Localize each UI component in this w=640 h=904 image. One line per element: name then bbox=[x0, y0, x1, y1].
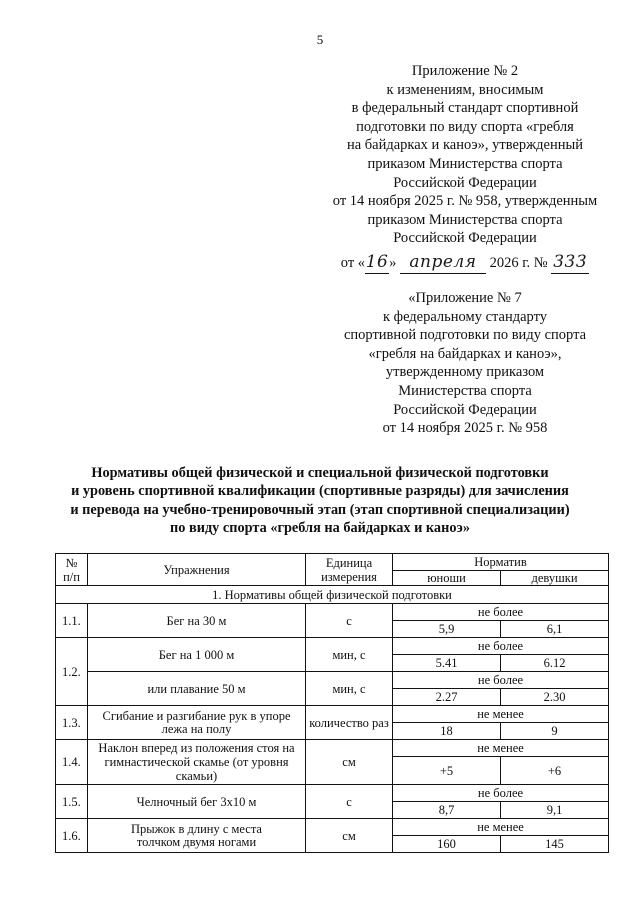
row-boys: 2.27 bbox=[393, 689, 501, 706]
header-unit: Единица измерения bbox=[306, 554, 393, 586]
row-exercise: Челночный бег 3х10 м bbox=[88, 785, 306, 819]
row-condition: не более bbox=[393, 638, 609, 655]
handwritten-day: 16 bbox=[365, 251, 389, 272]
section-row bbox=[56, 586, 609, 604]
header-line: утвержденному приказом bbox=[385, 364, 545, 381]
header-line: от 14 ноября 2025 г. № 958, утвержденным bbox=[332, 193, 598, 210]
title-line: и перевода на учебно-тренировочный этап (этап спортивной специализации) bbox=[70, 501, 570, 518]
title-line: по виду спорта «гребля на байдарках и каноэ» bbox=[170, 520, 470, 537]
row-unit: см bbox=[306, 740, 393, 785]
header-line: «Приложение № 7 bbox=[408, 290, 522, 306]
header-line: от 14 ноября 2025 г. № 958 bbox=[382, 420, 548, 437]
header-boys: юноши bbox=[393, 571, 501, 586]
row-exercise: Наклон вперед из положения стоя на гимнастической скамье (от уровня скамьи) bbox=[88, 740, 306, 785]
row-boys: 18 bbox=[393, 723, 501, 740]
header-line: приказом Министерства спорта bbox=[367, 155, 563, 172]
table-row bbox=[56, 785, 609, 802]
row-unit: мин, с bbox=[306, 672, 393, 706]
title-line: и уровень спортивной квалификации (спортивные разряды) для зачисления bbox=[71, 483, 569, 500]
order-date-line bbox=[300, 251, 630, 274]
row-unit: с bbox=[306, 785, 393, 819]
row-girls: 6.12 bbox=[501, 655, 609, 672]
appendix-2-header bbox=[300, 62, 630, 274]
row-num: 1.2. bbox=[56, 638, 88, 706]
table-row bbox=[56, 706, 609, 723]
row-num: 1.5. bbox=[56, 785, 88, 819]
row-girls: 6,1 bbox=[501, 621, 609, 638]
row-girls: 9,1 bbox=[501, 802, 609, 819]
row-condition: не более bbox=[393, 604, 609, 621]
row-exercise: Сгибание и разгибание рук в упоре лежа на полу bbox=[88, 706, 306, 740]
row-num: 1.1. bbox=[56, 604, 88, 638]
handwritten-order-number: 333 bbox=[553, 251, 588, 272]
row-unit: см bbox=[306, 819, 393, 853]
row-girls: 2.30 bbox=[501, 689, 609, 706]
header-line: Российской Федерации bbox=[393, 174, 537, 191]
table-row bbox=[56, 638, 609, 655]
table-row bbox=[56, 672, 609, 689]
title-line: Нормативы общей физической и специальной физической подготовки bbox=[91, 465, 549, 481]
header-line: подготовки по виду спорта «гребля bbox=[356, 118, 574, 135]
norms-table bbox=[55, 553, 609, 853]
handwritten-month: апреля bbox=[409, 251, 477, 272]
row-boys: +5 bbox=[393, 757, 501, 785]
row-girls: 9 bbox=[501, 723, 609, 740]
date-prefix: от « bbox=[340, 254, 366, 271]
row-exercise: Прыжок в длину с места толчком двумя ногами bbox=[88, 819, 306, 853]
header-line: в федеральный стандарт спортивной bbox=[351, 100, 579, 117]
header-num: № п/п bbox=[56, 554, 88, 586]
section-title: 1. Нормативы общей физической подготовки bbox=[56, 586, 609, 604]
document-title bbox=[40, 464, 600, 538]
date-year: 2026 г. № bbox=[489, 254, 548, 271]
row-girls: +6 bbox=[501, 757, 609, 785]
header-line: Российской Федерации bbox=[393, 230, 537, 247]
table-header-row bbox=[56, 554, 609, 571]
row-unit: мин, с bbox=[306, 638, 393, 672]
header-line: «гребля на байдарках и каноэ», bbox=[368, 345, 562, 362]
header-line: Приложение № 2 bbox=[411, 63, 519, 79]
date-mid: » bbox=[389, 254, 397, 271]
header-girls: девушки bbox=[501, 571, 609, 586]
row-num: 1.6. bbox=[56, 819, 88, 853]
row-condition: не менее bbox=[393, 819, 609, 836]
row-unit: количество раз bbox=[306, 706, 393, 740]
row-boys: 5,9 bbox=[393, 621, 501, 638]
row-condition: не менее bbox=[393, 706, 609, 723]
header-line: Министерства спорта bbox=[398, 382, 532, 399]
row-exercise: или плавание 50 м bbox=[88, 672, 306, 706]
row-exercise: Бег на 30 м bbox=[88, 604, 306, 638]
row-unit: с bbox=[306, 604, 393, 638]
row-num: 1.3. bbox=[56, 706, 88, 740]
row-condition: не менее bbox=[393, 740, 609, 757]
row-condition: не более bbox=[393, 785, 609, 802]
header-norm: Норматив bbox=[393, 554, 609, 571]
row-boys: 5.41 bbox=[393, 655, 501, 672]
header-line: к изменениям, вносимым bbox=[386, 81, 544, 98]
row-condition: не более bbox=[393, 672, 609, 689]
header-line: на байдарках и каноэ», утвержденный bbox=[346, 137, 584, 154]
appendix-7-header bbox=[300, 289, 630, 438]
row-girls: 145 bbox=[501, 836, 609, 853]
header-line: к федеральному стандарту bbox=[383, 308, 547, 325]
row-boys: 160 bbox=[393, 836, 501, 853]
table-row bbox=[56, 740, 609, 757]
header-line: приказом Министерства спорта bbox=[367, 211, 563, 228]
row-exercise: Бег на 1 000 м bbox=[88, 638, 306, 672]
header-line: Российской Федерации bbox=[393, 401, 537, 418]
table-row bbox=[56, 819, 609, 836]
row-num: 1.4. bbox=[56, 740, 88, 785]
header-exercise: Упражнения bbox=[88, 554, 306, 586]
row-boys: 8,7 bbox=[393, 802, 501, 819]
header-line: спортивной подготовки по виду спорта bbox=[343, 327, 587, 344]
page-number: 5 bbox=[316, 32, 324, 47]
table-row bbox=[56, 604, 609, 621]
